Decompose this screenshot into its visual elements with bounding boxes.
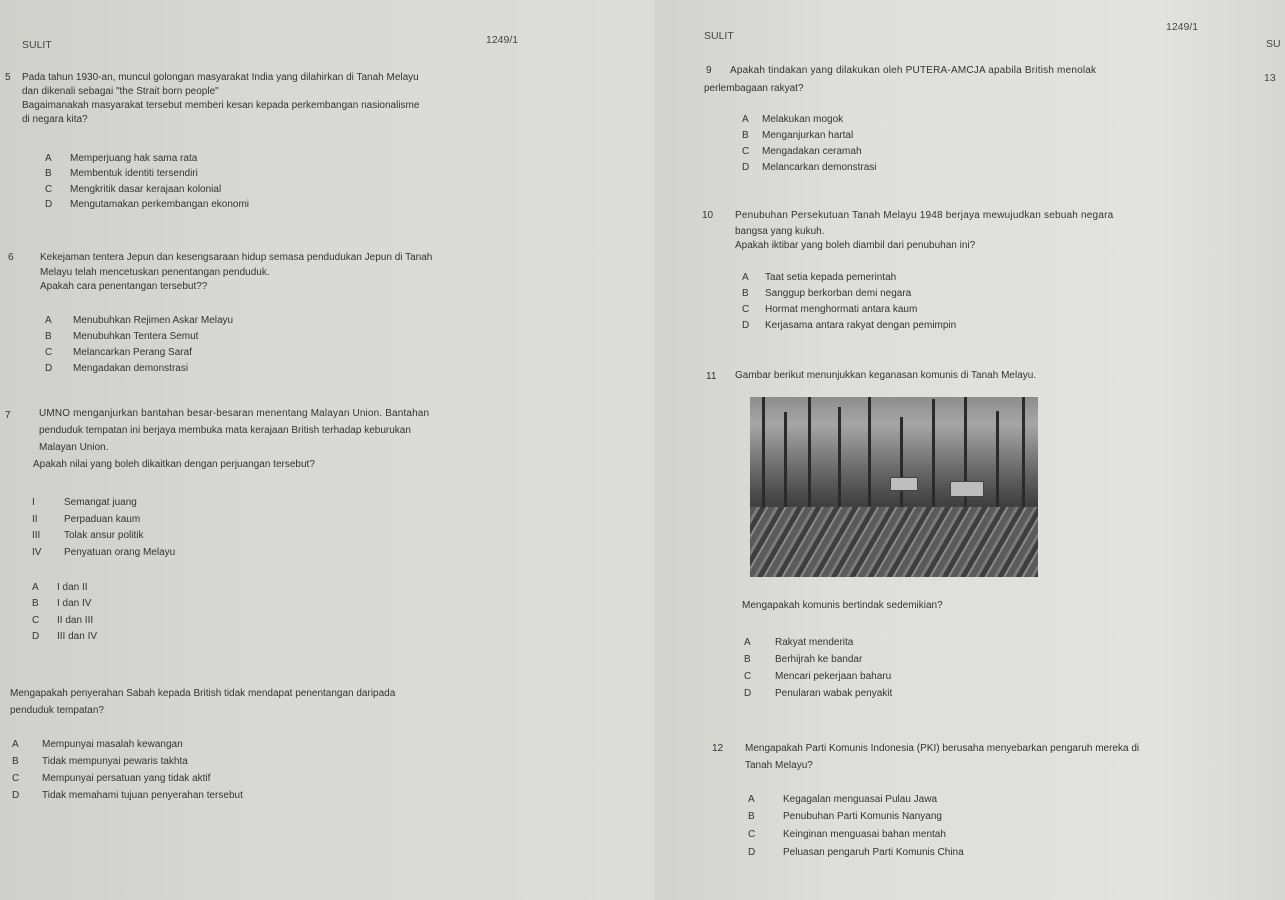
q10-option-a-letter: A (742, 272, 749, 283)
q7-option-d-letter: D (32, 631, 40, 642)
q10-option-d-letter: D (742, 320, 750, 331)
q11-question: Mengapakah komunis bertindak sedemikian? (742, 600, 943, 611)
q9-number: 9 (706, 65, 712, 76)
q9-option-a: Melakukan mogok (762, 114, 844, 125)
q9-option-c: Mengadakan ceramah (762, 146, 862, 157)
q10-line-1: Penubuhan Persekutuan Tanah Melayu 1948 berjaya mewujudkan sebuah negara (735, 210, 1114, 221)
q8-option-b: Tidak mempunyai pewaris takhta (42, 756, 188, 767)
q5-option-d-letter: D (45, 199, 53, 210)
q10-option-a: Taat setia kepada pemerintah (765, 272, 897, 283)
q12-option-a: Kegagalan menguasai Pulau Jawa (783, 794, 937, 805)
q9-option-a-letter: A (742, 114, 749, 125)
q12-option-b-letter: B (748, 811, 755, 822)
q7-statement-iii: Tolak ansur politik (64, 530, 144, 541)
left-header-code: 1249/1 (486, 34, 519, 46)
q11-intro: Gambar berikut menunjukkan keganasan komunis di Tanah Melayu. (735, 370, 1037, 381)
q8-option-d-letter: D (12, 790, 20, 801)
q7-option-b-letter: B (32, 598, 39, 609)
q11-option-d-letter: D (744, 688, 752, 699)
q7-statement-i: Semangat juang (64, 497, 137, 508)
q5-line-1: Pada tahun 1930-an, muncul golongan masyarakat India yang dilahirkan di Tanah Melayu (22, 72, 419, 83)
q8-option-a: Mempunyai masalah kewangan (42, 739, 183, 750)
q8-line-1: Mengapakah penyerahan Sabah kepada British tidak mendapat penentangan daripada (10, 688, 396, 699)
q6-option-d-letter: D (45, 363, 53, 374)
q11-option-c-letter: C (744, 671, 752, 682)
q10-option-b-letter: B (742, 288, 749, 299)
q8-option-d: Tidak memahami tujuan penyerahan tersebut (42, 790, 243, 801)
q12-option-d: Peluasan pengaruh Parti Komunis China (783, 847, 964, 858)
q7-line-2: penduduk tempatan ini berjaya membuka mata kerajaan British terhadap keburukan (39, 425, 411, 436)
q10-option-c-letter: C (742, 304, 750, 315)
q5-option-a-letter: A (45, 153, 52, 164)
q6-number: 6 (8, 252, 14, 263)
q6-option-c-letter: C (45, 347, 53, 358)
q7-option-c-letter: C (32, 615, 40, 626)
q10-option-c: Hormat menghormati antara kaum (765, 304, 918, 315)
q8-option-b-letter: B (12, 756, 19, 767)
q6-option-a-letter: A (45, 315, 52, 326)
q12-option-d-letter: D (748, 847, 756, 858)
q12-number: 12 (712, 743, 724, 754)
q6-option-b-letter: B (45, 331, 52, 342)
q7-statement-ii-numeral: II (32, 514, 38, 525)
q7-statement-iii-numeral: III (32, 530, 41, 541)
q5-line-3: Bagaimanakah masyarakat tersebut memberi kesan kepada perkembangan nasionalisme (22, 100, 420, 111)
q7-line-3: Malayan Union. (39, 442, 109, 453)
q7-number: 7 (5, 410, 11, 421)
q11-option-b: Berhijrah ke bandar (775, 654, 863, 665)
q7-statement-iv-numeral: IV (32, 547, 42, 558)
q6-option-b: Menubuhkan Tentera Semut (73, 331, 199, 342)
q7-option-a: I dan II (57, 582, 88, 593)
q7-option-b: I dan IV (57, 598, 92, 609)
q6-line-2: Melayu telah mencetuskan penentangan penduduk. (40, 267, 270, 278)
q11-number: 11 (706, 371, 717, 382)
q5-option-a: Memperjuang hak sama rata (70, 153, 198, 164)
q7-option-a-letter: A (32, 582, 39, 593)
communist-violence-photo (750, 397, 1038, 577)
q12-option-c: Keinginan menguasai bahan mentah (783, 829, 946, 840)
left-header-sulit: SULIT (22, 39, 52, 51)
q9-line-2: perlembagaan rakyat? (704, 83, 804, 94)
q12-option-a-letter: A (748, 794, 755, 805)
q6-option-c: Melancarkan Perang Saraf (73, 347, 192, 358)
q10-number: 10 (702, 210, 714, 221)
q6-line-3: Apakah cara penentangan tersebut?? (40, 281, 208, 292)
q5-option-b-letter: B (45, 168, 52, 179)
q12-line-1: Mengapakah Parti Komunis Indonesia (PKI) berusaha menyebarkan pengaruh mereka di (745, 743, 1140, 754)
q12-option-c-letter: C (748, 829, 756, 840)
q9-option-b: Menganjurkan hartal (762, 130, 854, 141)
q7-statement-iv: Penyatuan orang Melayu (64, 547, 176, 558)
q6-option-d: Mengadakan demonstrasi (73, 363, 189, 374)
right-header-code: 1249/1 (1166, 21, 1199, 33)
q5-line-2: dan dikenali sebagai "the Strait born people" (22, 86, 219, 97)
q12-option-b: Penubuhan Parti Komunis Nanyang (783, 811, 942, 822)
q5-line-4: di negara kita? (22, 114, 88, 125)
q10-line-2: bangsa yang kukuh. (735, 226, 825, 237)
q11-option-a: Rakyat menderita (775, 637, 854, 648)
q9-option-d-letter: D (742, 162, 750, 173)
q5-number: 5 (5, 72, 11, 83)
q5-option-c-letter: C (45, 184, 53, 195)
q9-line-1: Apakah tindakan yang dilakukan oleh PUTERA-AMCJA apabila British menolak (730, 65, 1097, 76)
q9-option-c-letter: C (742, 146, 750, 157)
edge-header-fragment: SU (1266, 38, 1281, 50)
q9-option-b-letter: B (742, 130, 749, 141)
q11-option-a-letter: A (744, 637, 751, 648)
right-header-sulit: SULIT (704, 30, 734, 42)
q11-option-b-letter: B (744, 654, 751, 665)
q5-option-d: Mengutamakan perkembangan ekonomi (70, 199, 249, 210)
q12-line-2: Tanah Melayu? (745, 760, 813, 771)
q7-statement-ii: Perpaduan kaum (64, 514, 141, 525)
q5-option-c: Mengkritik dasar kerajaan kolonial (70, 184, 222, 195)
q7-option-c: II dan III (57, 615, 94, 626)
q6-option-a: Menubuhkan Rejimen Askar Melayu (73, 315, 234, 326)
q6-line-1: Kekejaman tentera Jepun dan kesengsaraan hidup semasa pendudukan Jepun di Tanah (40, 252, 433, 263)
q10-option-d: Kerjasama antara rakyat dengan pemimpin (765, 320, 957, 331)
q8-option-c-letter: C (12, 773, 20, 784)
q7-option-d: III dan IV (57, 631, 98, 642)
page-number: 13 (1264, 72, 1276, 84)
q7-line-4: Apakah nilai yang boleh dikaitkan dengan perjuangan tersebut? (33, 459, 315, 470)
q5-option-b: Membentuk identiti tersendiri (70, 168, 198, 179)
q7-statement-i-numeral: I (32, 497, 35, 508)
q7-line-1: UMNO menganjurkan bantahan besar-besaran menentang Malayan Union. Bantahan (39, 408, 430, 419)
q8-option-c: Mempunyai persatuan yang tidak aktif (42, 773, 211, 784)
q9-option-d: Melancarkan demonstrasi (762, 162, 877, 173)
q11-option-c: Mencari pekerjaan baharu (775, 671, 892, 682)
q8-line-2: penduduk tempatan? (10, 705, 104, 716)
q10-line-3: Apakah iktibar yang boleh diambil dari penubuhan ini? (735, 240, 976, 251)
q11-option-d: Penularan wabak penyakit (775, 688, 893, 699)
q10-option-b: Sanggup berkorban demi negara (765, 288, 912, 299)
q8-option-a-letter: A (12, 739, 19, 750)
